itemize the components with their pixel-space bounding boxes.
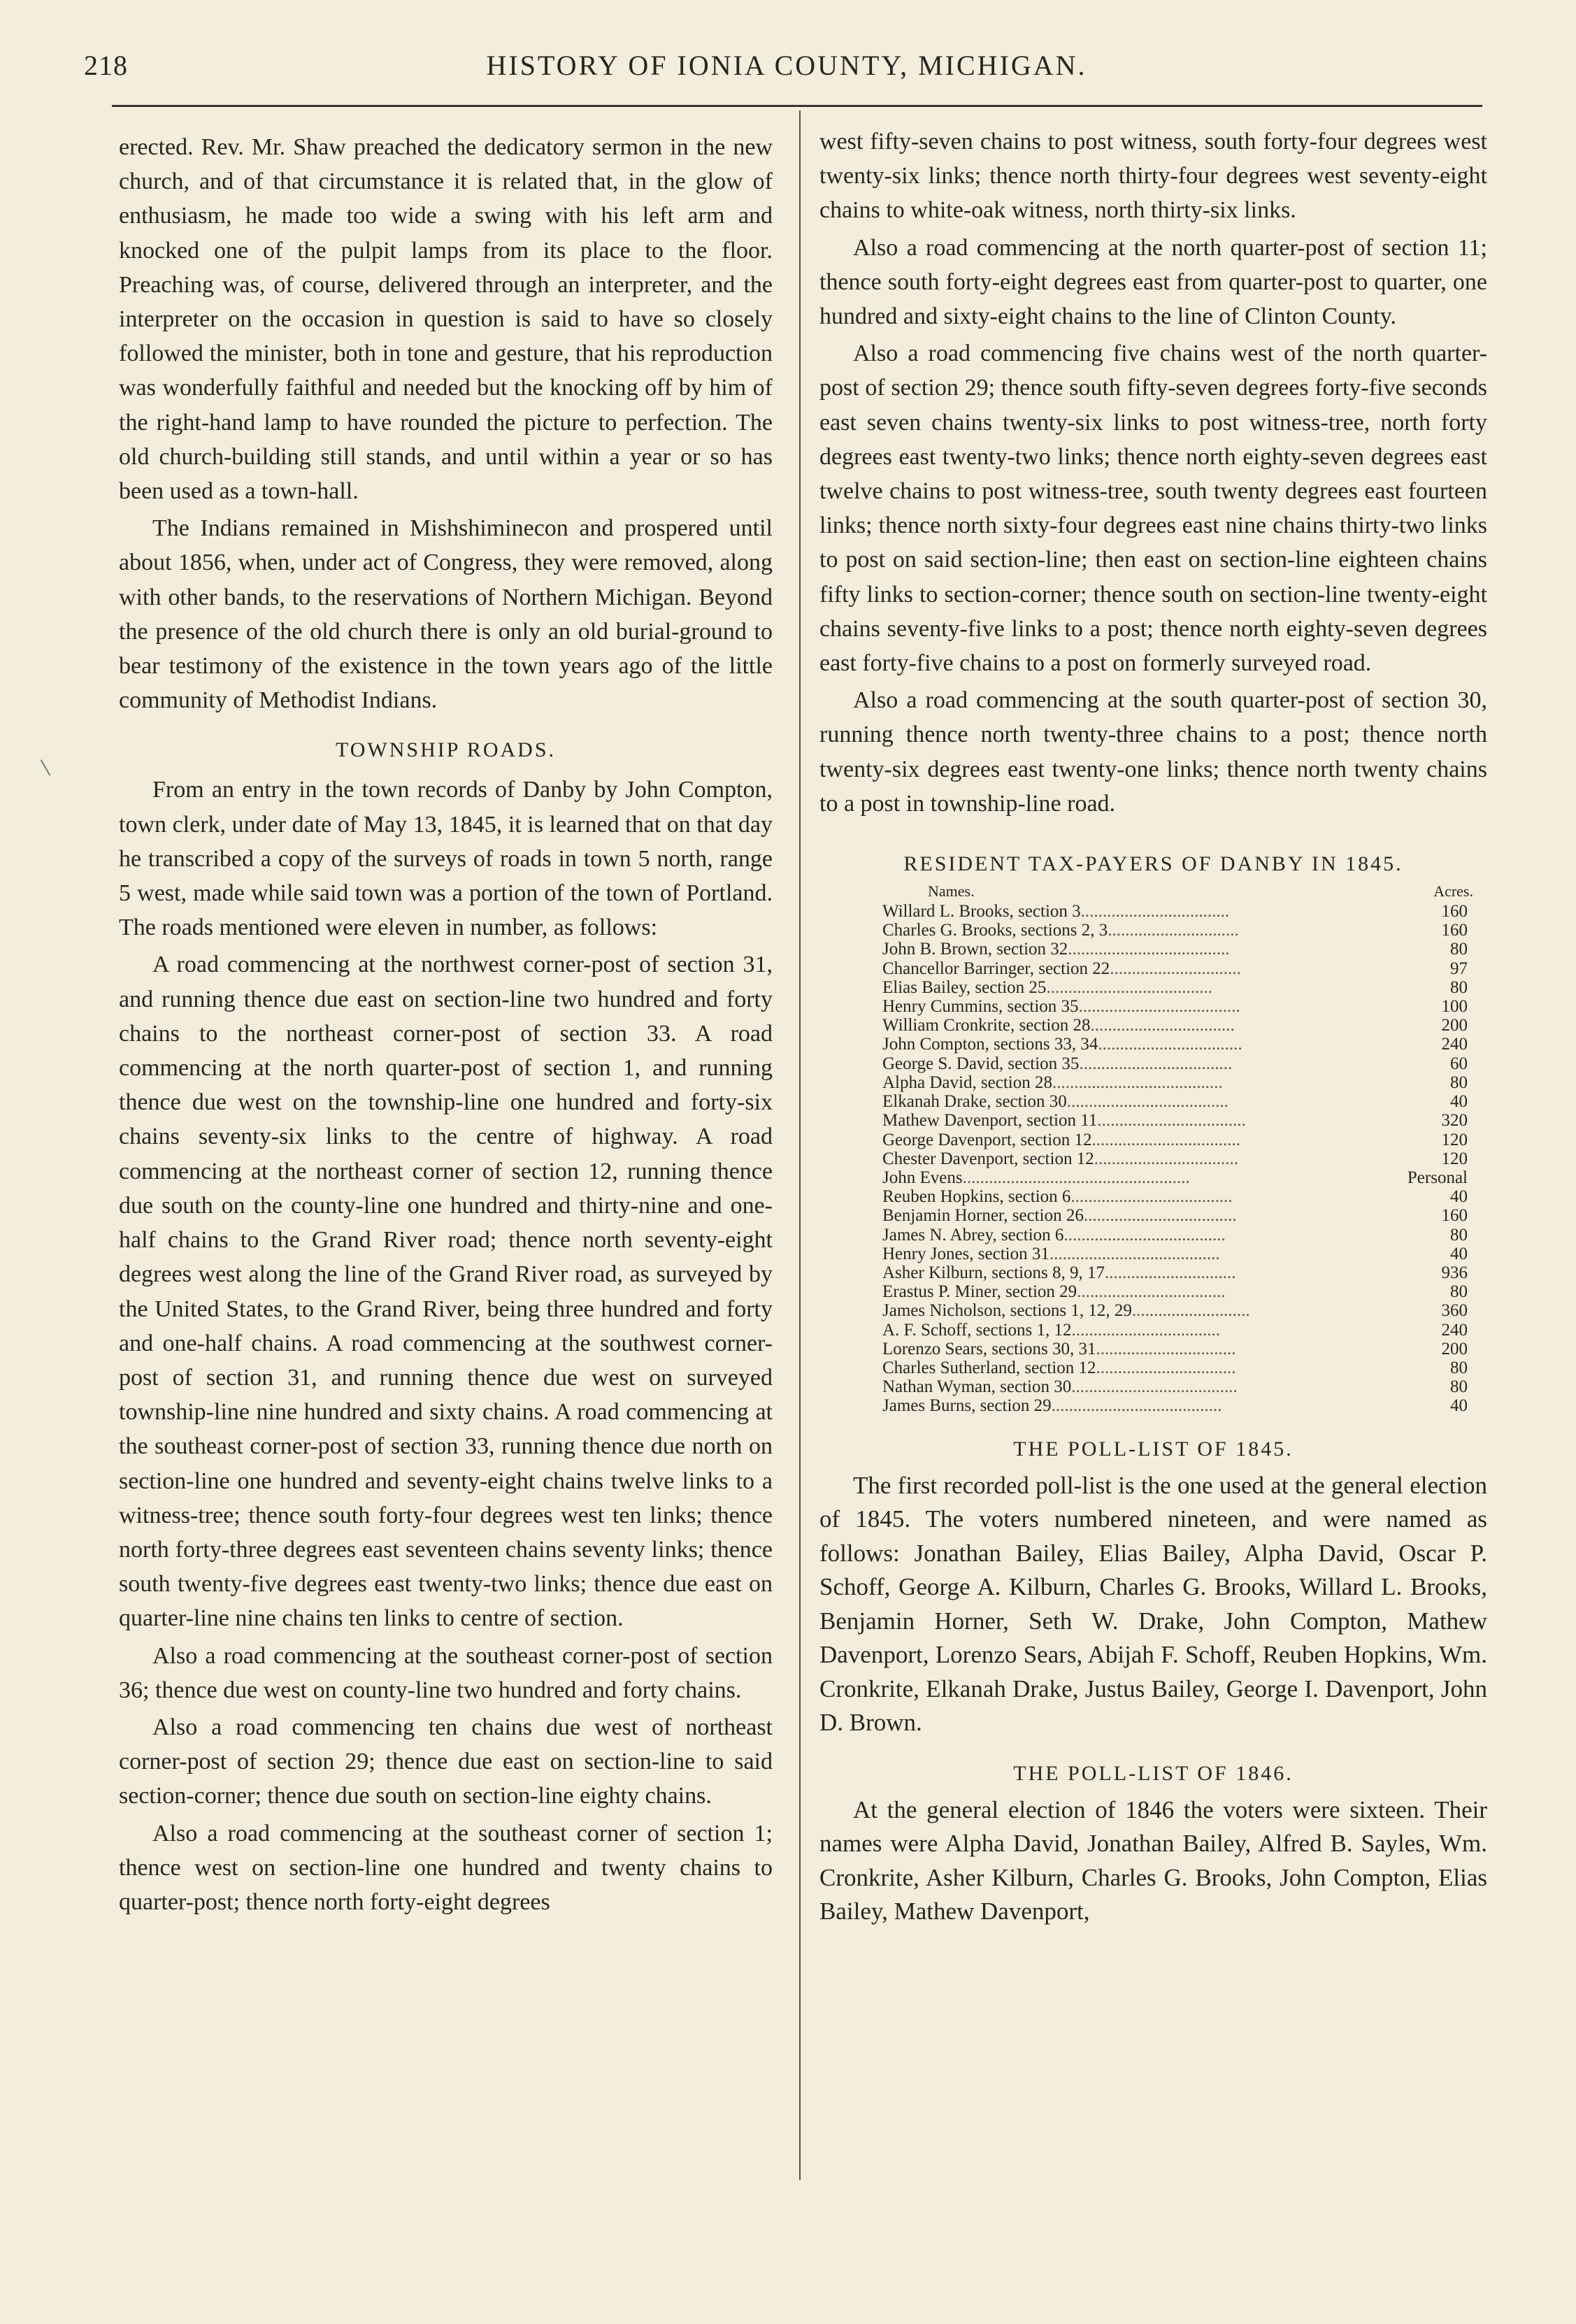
taxpayer-name-text: Chancellor Barringer, section 22 bbox=[882, 959, 1110, 978]
taxpayer-name-text: Elkanah Drake, section 30 bbox=[882, 1092, 1067, 1112]
names-column-header: Names. bbox=[928, 882, 975, 901]
taxpayer-acres: 360 bbox=[1441, 1301, 1468, 1321]
taxpayer-name bbox=[819, 997, 1391, 1016]
leader-dots: ........................... bbox=[1131, 1301, 1250, 1321]
taxpayer-acres: 80 bbox=[1450, 1225, 1468, 1245]
left-column bbox=[119, 130, 773, 1922]
tax-table-header bbox=[819, 881, 1487, 902]
table-row bbox=[819, 1377, 1487, 1396]
paragraph: Also a road commencing at the south quarter-post of section 30, running thence north twenty-three chains to a post; thence north twenty-six degrees east twenty-one links; thence north twenty chains to a post in township-line road. bbox=[819, 687, 1487, 817]
taxpayer-name bbox=[819, 1111, 1391, 1130]
taxpayer-name bbox=[819, 1073, 1391, 1092]
taxpayer-acres: 240 bbox=[1441, 1035, 1468, 1054]
leader-dots: ................................. bbox=[1090, 1016, 1235, 1035]
table-row bbox=[819, 1054, 1487, 1073]
poll-list-1846-heading: THE POLL-LIST OF 1846. bbox=[1013, 1761, 1294, 1785]
leader-dots: ....................................... bbox=[1049, 1244, 1220, 1263]
leader-dots: ................................... bbox=[1083, 1206, 1237, 1226]
taxpayer-acres: 97 bbox=[1450, 959, 1468, 978]
taxpayer-name bbox=[819, 1377, 1391, 1396]
taxpayer-name-text: James Burns, section 29 bbox=[882, 1396, 1052, 1416]
taxpayer-name bbox=[819, 1396, 1391, 1415]
taxpayer-name bbox=[819, 1054, 1391, 1073]
taxpayer-name-text: William Cronkrite, section 28 bbox=[882, 1016, 1091, 1035]
table-row bbox=[819, 921, 1487, 940]
taxpayer-acres: 80 bbox=[1450, 1073, 1468, 1092]
leader-dots: ..................................... bbox=[1063, 1225, 1226, 1245]
taxpayer-acres: 40 bbox=[1450, 1187, 1468, 1207]
taxpayer-acres: 80 bbox=[1450, 1282, 1468, 1302]
taxpayer-name bbox=[819, 940, 1391, 959]
taxpayer-name-text: Chester Davenport, section 12 bbox=[882, 1149, 1094, 1168]
taxpayer-name bbox=[819, 1340, 1391, 1358]
table-row bbox=[819, 1206, 1487, 1225]
paragraph: At the general election of 1846 the voters were sixteen. Their names were Alpha David, Jonathan Bailey, Alfred B. Sayles, Wm. Cronkrite, Asher Kilburn, Charles G. Brooks, John Compton, Elias Bailey, Mathew Davenport, bbox=[819, 1795, 1487, 1925]
page-number: 218 bbox=[84, 50, 128, 81]
taxpayer-acres: 200 bbox=[1441, 1016, 1468, 1035]
leader-dots: .............................. bbox=[1108, 921, 1239, 940]
leader-dots: .................................. bbox=[1077, 1282, 1226, 1302]
taxpayer-name-text: Nathan Wyman, section 30 bbox=[882, 1377, 1072, 1397]
taxpayer-name-text: John Compton, sections 33, 34 bbox=[882, 1035, 1098, 1054]
taxpayer-name bbox=[819, 1092, 1391, 1111]
leader-dots: ...................................... bbox=[1071, 1377, 1238, 1397]
taxpayer-name bbox=[819, 921, 1391, 940]
taxpayer-acres: 936 bbox=[1441, 1263, 1468, 1282]
taxpayer-acres: 200 bbox=[1441, 1339, 1468, 1358]
taxpayer-name bbox=[819, 1035, 1391, 1054]
right-column bbox=[819, 124, 1487, 1932]
paragraph: Also a road commencing at the north quarter-post of section 11; thence south forty-eight degrees east from quarter-post to quarter, one hundred and sixty-eight chains to the line of Clinton County. bbox=[819, 234, 1487, 330]
leader-dots: .................................................... bbox=[962, 1168, 1190, 1187]
table-row bbox=[819, 1396, 1487, 1415]
paragraph: The first recorded poll-list is the one used at the general election of 1845. The voters numbered nineteen, and were named as follows: Jonathan Bailey, Elias Bailey, Alpha David, Oscar P. Schoff, George A. Kilburn, Charles G. Brooks, Willard L. Brooks, Benjamin Horner, Seth W. Drake, John Compton, Mathew Davenport, Lorenzo Sears, Abijah F. Schoff, Reuben Hopkins, Wm. Cronkrite, Elkanah Drake, Justus Bailey, George I. Davenport, John D. Brown. bbox=[819, 1471, 1487, 1737]
table-row bbox=[819, 1358, 1487, 1377]
leader-dots: .................................. bbox=[1097, 1111, 1246, 1131]
acres-column-header: Acres. bbox=[1433, 882, 1473, 901]
taxpayer-acres: 60 bbox=[1450, 1054, 1468, 1073]
taxpayer-name bbox=[819, 1301, 1391, 1320]
taxpayer-name bbox=[819, 978, 1391, 997]
paragraph: A road commencing at the northwest corner-post of section 31, and running thence due east on section-line two hundred and forty chains to the northeast corner-post of section 33. A road commencing at the north quarter-post of section 1, and running thence due west on the township-line one hundred and forty-six chains seventy-six links to the centre of highway. A road commencing at the northeast corner of section 12, running thence due south on the county-line one hundred and thirty-nine and one-half chains to the Grand River road; thence north seventy-eight degrees west along the line of the Grand River road, as surveyed by the United States, to the Grand River, being three hundred and forty and one-half chains. A road commencing at the southwest corner-post of section 31, and running thence due west on surveyed township-line nine hundred and sixty chains. A road commencing at the southeast corner-post of section 33, running thence due north on section-line one hundred and seventy-eight chains twelve links to a witness-tree; thence south forty-four degrees west ten links; thence north forty-three degrees east seventeen chains seventy links; thence south twenty-five degrees east twenty-two links; thence due east on quarter-line nine chains ten links to centre of section. bbox=[119, 952, 773, 1632]
taxpayer-name-text: Benjamin Horner, section 26 bbox=[882, 1206, 1084, 1226]
taxpayer-name-text: A. F. Schoff, sections 1, 12 bbox=[882, 1320, 1072, 1340]
leader-dots: ....................................... bbox=[1051, 1396, 1222, 1416]
header-rule bbox=[112, 105, 1482, 107]
leader-dots: ................................ bbox=[1096, 1358, 1236, 1377]
taxpayer-name-text: Henry Jones, section 31 bbox=[882, 1244, 1050, 1263]
leader-dots: .............................. bbox=[1110, 959, 1241, 978]
taxpayer-name-text: Willard L. Brooks, section 3 bbox=[882, 902, 1081, 921]
paragraph: west fifty-seven chains to post witness, south forty-four degrees west twenty-six links; thence north thirty-four degrees west seventy-eight chains to white-oak witness, north thirty-six links. bbox=[819, 129, 1487, 224]
margin-mark bbox=[41, 759, 51, 776]
leader-dots: ..................................... bbox=[1078, 997, 1240, 1017]
tax-payers-title: RESIDENT TAX-PAYERS OF DANBY IN 1845. bbox=[903, 852, 1403, 876]
poll-list-1845-heading: THE POLL-LIST OF 1845. bbox=[1013, 1437, 1294, 1461]
taxpayer-acres: 120 bbox=[1441, 1130, 1468, 1149]
taxpayer-name-text: John Evens bbox=[882, 1168, 963, 1187]
taxpayer-name bbox=[819, 1187, 1391, 1206]
taxpayer-name-text: Asher Kilburn, sections 8, 9, 17 bbox=[882, 1263, 1105, 1282]
column-divider bbox=[799, 110, 801, 2180]
taxpayer-name-text: Reuben Hopkins, section 6 bbox=[882, 1187, 1071, 1207]
table-row bbox=[819, 959, 1487, 978]
table-row bbox=[819, 1168, 1487, 1187]
taxpayer-name-text: John B. Brown, section 32 bbox=[882, 940, 1068, 959]
taxpayer-name bbox=[819, 1282, 1391, 1301]
taxpayer-acres: 120 bbox=[1441, 1149, 1468, 1168]
leader-dots: ..................................... bbox=[1066, 1092, 1229, 1112]
taxpayer-name bbox=[819, 902, 1391, 921]
paragraph: The Indians remained in Mishshiminecon and prospered until about 1856, when, under act of Congress, they were removed, along with other bands, to the reservations of Northern Michigan. Beyond the presence of the old church there is only an old burial-ground to bear testimony of the existence in the town years ago of the little community of Methodist Indians. bbox=[119, 515, 773, 714]
table-row bbox=[819, 1321, 1487, 1340]
table-row bbox=[819, 1187, 1487, 1206]
leader-dots: ................................... bbox=[1079, 1054, 1233, 1073]
taxpayer-name-text: Henry Cummins, section 35 bbox=[882, 997, 1079, 1017]
leader-dots: ...................................... bbox=[1046, 977, 1212, 997]
page-header bbox=[84, 43, 1489, 92]
table-row bbox=[819, 1263, 1487, 1282]
table-row bbox=[819, 1035, 1487, 1054]
table-row bbox=[819, 1073, 1487, 1092]
taxpayer-name bbox=[819, 1263, 1391, 1282]
paragraph: Also a road commencing five chains west of the north quarter-post of section 29; thence south fifty-seven degrees forty-five seconds east seven chains twenty-six links to post witness-tree, north forty degrees east twenty-two links; thence north eighty-seven degrees east twelve chains to post witness-tree, south twenty degrees east fourteen links; thence north sixty-four degrees east nine chains thirty-two links to post on said section-line; then east on section-line eighteen chains fifty links to section-corner; thence south on section-line twenty-eight chains seventy-five links to a post; thence north eighty-seven degrees east forty-five chains to a post on formerly surveyed road. bbox=[819, 340, 1487, 677]
table-row bbox=[819, 1111, 1487, 1130]
taxpayer-name-text: Charles G. Brooks, sections 2, 3 bbox=[882, 921, 1108, 940]
taxpayer-acres: 40 bbox=[1450, 1396, 1468, 1416]
table-row bbox=[819, 1282, 1487, 1301]
taxpayer-name-text: Elias Bailey, section 25 bbox=[882, 977, 1047, 997]
taxpayer-name bbox=[819, 1149, 1391, 1168]
table-row bbox=[819, 902, 1487, 921]
running-head: HISTORY OF IONIA COUNTY, MICHIGAN. bbox=[486, 50, 1087, 81]
table-row bbox=[819, 1131, 1487, 1149]
taxpayer-name bbox=[819, 1016, 1391, 1035]
taxpayer-name bbox=[819, 1206, 1391, 1225]
taxpayer-acres: 80 bbox=[1450, 1377, 1468, 1397]
taxpayer-name bbox=[819, 1168, 1391, 1187]
taxpayer-name-text: Lorenzo Sears, sections 30, 31 bbox=[882, 1339, 1096, 1358]
taxpayer-name-text: Mathew Davenport, section 11 bbox=[882, 1111, 1098, 1131]
leader-dots: ....................................... bbox=[1052, 1073, 1223, 1092]
taxpayer-name bbox=[819, 1226, 1391, 1245]
taxpayer-acres: 100 bbox=[1441, 997, 1468, 1017]
taxpayer-name bbox=[819, 1131, 1391, 1149]
table-row bbox=[819, 1340, 1487, 1358]
taxpayer-name-text: Charles Sutherland, section 12 bbox=[882, 1358, 1096, 1377]
taxpayer-name bbox=[819, 1245, 1391, 1263]
leader-dots: ................................ bbox=[1096, 1339, 1236, 1358]
leader-dots: .................................. bbox=[1080, 902, 1230, 921]
paragraph: From an entry in the town records of Danby by John Compton, town clerk, under date of May 13, 1845, it is learned that on that day he transcribed a copy of the surveys of roads in town 5 north, range 5 west, made while said town was a portion of the town of Portland. The roads mentioned were eleven in number, as follows: bbox=[119, 777, 773, 941]
taxpayer-name-text: Erastus P. Miner, section 29 bbox=[882, 1282, 1077, 1302]
leader-dots: ................................. bbox=[1094, 1149, 1238, 1168]
taxpayer-acres: 40 bbox=[1450, 1092, 1468, 1112]
taxpayer-name-text: George Davenport, section 12 bbox=[882, 1130, 1092, 1149]
taxpayer-name bbox=[819, 959, 1391, 978]
paragraph: Also a road commencing ten chains due west of northeast corner-post of section 29; thence due east on section-line to said section-corner; thence due south on section-line eighty chains. bbox=[119, 1714, 773, 1809]
taxpayer-acres: 320 bbox=[1441, 1111, 1468, 1131]
table-row bbox=[819, 1016, 1487, 1035]
taxpayer-acres: 240 bbox=[1441, 1320, 1468, 1340]
taxpayer-acres: 160 bbox=[1441, 1206, 1468, 1226]
table-row bbox=[819, 1301, 1487, 1320]
taxpayer-name-text: George S. David, section 35 bbox=[882, 1054, 1080, 1073]
table-row bbox=[819, 1245, 1487, 1263]
leader-dots: ..................................... bbox=[1068, 940, 1230, 959]
taxpayer-acres: 80 bbox=[1450, 977, 1468, 997]
taxpayer-acres: 40 bbox=[1450, 1244, 1468, 1263]
table-row bbox=[819, 978, 1487, 997]
paragraph: erected. Rev. Mr. Shaw preached the dedicatory sermon in the new church, and of that circumstance it is related that, in the glow of enthusiasm, he made too wide a swing with his left arm and knocked one of the pulpit lamps from its place to the floor. Preaching was, of course, delivered through an interpreter, and the interpreter on the occasion in question is said to have so closely followed the minister, both in tone and gesture, that his reproduction was wonderfully faithful and needed but the knocking off by him of the right-hand lamp to have rounded the picture to perfection. The old church-building still stands, and until within a year or so has been used as a town-hall. bbox=[119, 134, 773, 505]
taxpayer-name bbox=[819, 1321, 1391, 1340]
tax-payers-table bbox=[819, 902, 1487, 1415]
taxpayer-name-text: James Nicholson, sections 1, 12, 29 bbox=[882, 1301, 1132, 1321]
taxpayer-name-text: James N. Abrey, section 6 bbox=[882, 1225, 1064, 1245]
taxpayer-name bbox=[819, 1358, 1391, 1377]
taxpayer-acres: 80 bbox=[1450, 1358, 1468, 1377]
leader-dots: ..................................... bbox=[1070, 1187, 1233, 1207]
leader-dots: ................................. bbox=[1098, 1035, 1242, 1054]
taxpayer-name-text: Alpha David, section 28 bbox=[882, 1073, 1053, 1092]
taxpayer-acres: 160 bbox=[1441, 921, 1468, 940]
section-heading-township-roads: TOWNSHIP ROADS. bbox=[335, 738, 557, 762]
leader-dots: .................................. bbox=[1071, 1320, 1220, 1340]
leader-dots: .................................. bbox=[1091, 1130, 1240, 1149]
paragraph: Also a road commencing at the southeast corner of section 1; thence west on section-line one hundred and twenty chains to quarter-post; thence north forty-eight degrees bbox=[119, 1820, 773, 1915]
taxpayer-acres: Personal bbox=[1407, 1168, 1468, 1187]
table-row bbox=[819, 1226, 1487, 1245]
table-row bbox=[819, 1149, 1487, 1168]
leader-dots: .............................. bbox=[1105, 1263, 1236, 1282]
table-row bbox=[819, 997, 1487, 1016]
table-row bbox=[819, 940, 1487, 959]
table-row bbox=[819, 1092, 1487, 1111]
taxpayer-acres: 80 bbox=[1450, 940, 1468, 959]
taxpayer-acres: 160 bbox=[1441, 902, 1468, 921]
paragraph: Also a road commencing at the southeast corner-post of section 36; thence due west on county-line two hundred and forty chains. bbox=[119, 1642, 773, 1703]
